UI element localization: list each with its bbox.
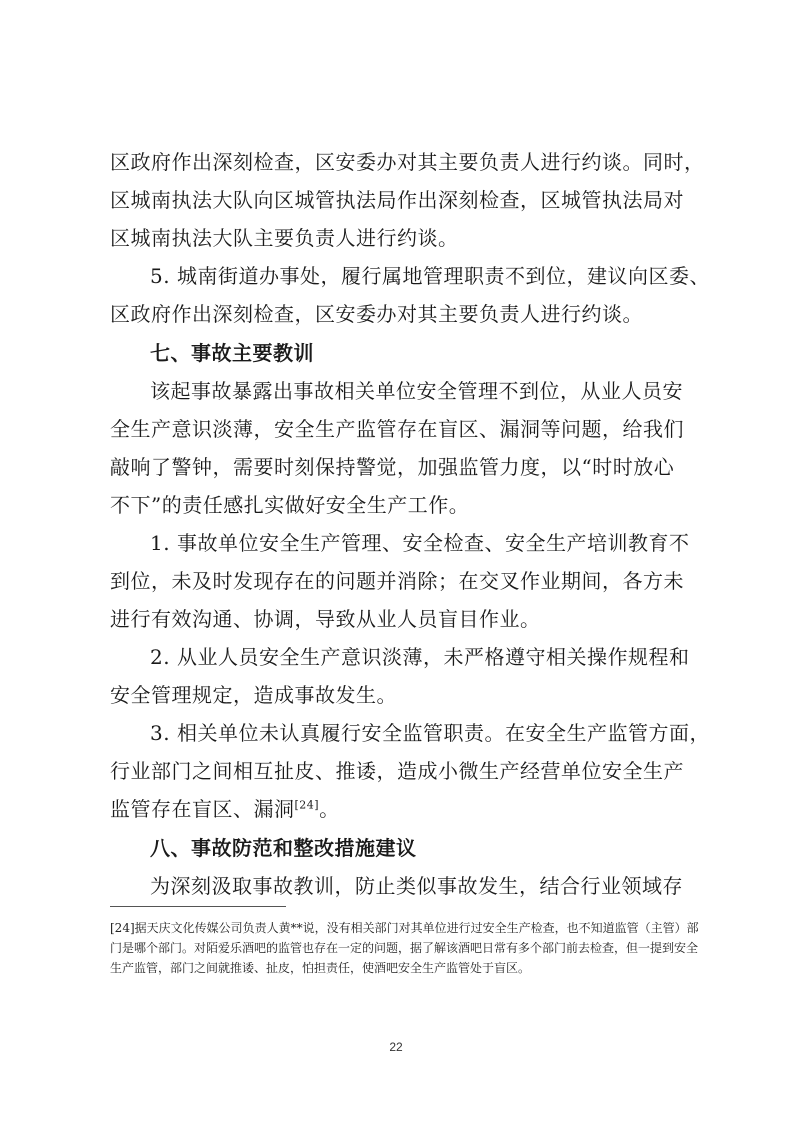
body-line: 安全管理规定，造成事故发生。 — [110, 683, 397, 707]
body-line: 不下”的责任感扎实做好安全生产工作。 — [110, 493, 470, 517]
body-line: 该起事故暴露出事故相关单位安全管理不到位，从业人员安 — [150, 379, 683, 403]
body-line: 区政府作出深刻检查，区安委办对其主要负责人进行约谈。同时， — [110, 150, 705, 174]
footnote-reference: [24] — [294, 798, 320, 812]
body-line: 5. 城南街道办事处，履行属地管理职责不到位，建议向区委、 — [150, 264, 710, 288]
footnote-line: 生产监管，部门之间就推诿、扯皮，怕担责任，使酒吧安全生产监管处于盲区。 — [110, 961, 531, 975]
body-line: 1. 事故单位安全生产管理、安全检查、安全生产培训教育不 — [150, 531, 690, 555]
line-end-punctuation: 。 — [319, 797, 340, 821]
body-line-with-footnote-ref — [110, 790, 690, 828]
body-line: 为深刻汲取事故教训，防止类似事故发生，结合行业领域存 — [150, 874, 683, 898]
body-line: 到位，未及时发现存在的问题并消除；在交叉作业期间，各方未 — [110, 569, 684, 593]
body-line: 区城南执法大队向区城管执法局作出深刻检查，区城管执法局对 — [110, 188, 684, 212]
body-line: 2. 从业人员安全生产意识淡薄，未严格遵守相关操作规程和 — [150, 645, 690, 669]
body-line: 行业部门之间相互扯皮、推诿，造成小微生产经营单位安全生产 — [110, 759, 684, 783]
body-line: 敲响了警钟，需要时刻保持警觉，加强监管力度，以“时时放心 — [110, 455, 675, 479]
page-number: 22 — [389, 1040, 403, 1054]
footnote-line: [24]据天庆文化传媒公司负责人黄**说，没有相关部门对其单位进行过安全生产检查，也不知道监管（主管）部 — [110, 921, 699, 935]
section-heading-7: 七、事故主要教训 — [150, 341, 314, 365]
body-line: 区政府作出深刻检查，区安委办对其主要负责人进行约谈。 — [110, 302, 643, 326]
body-line: 全生产意识淡薄，安全生产监管存在盲区、漏洞等问题，给我们 — [110, 417, 684, 441]
footnote-line: 门是哪个部门。对陌爱乐酒吧的监管也存在一定的问题，据了解该酒吧日常有多个部门前去检查，但一提到安全 — [110, 941, 699, 955]
body-line: 进行有效沟通、协调，导致从业人员盲目作业。 — [110, 607, 541, 631]
footnote-separator — [110, 906, 286, 907]
body-line: 3. 相关单位未认真履行安全监管职责。在安全生产监管方面， — [150, 721, 710, 745]
body-line: 区城南执法大队主要负责人进行约谈。 — [110, 226, 459, 250]
body-line-text: 监管存在盲区、漏洞 — [110, 797, 295, 821]
section-heading-8: 八、事故防范和整改措施建议 — [150, 836, 417, 860]
